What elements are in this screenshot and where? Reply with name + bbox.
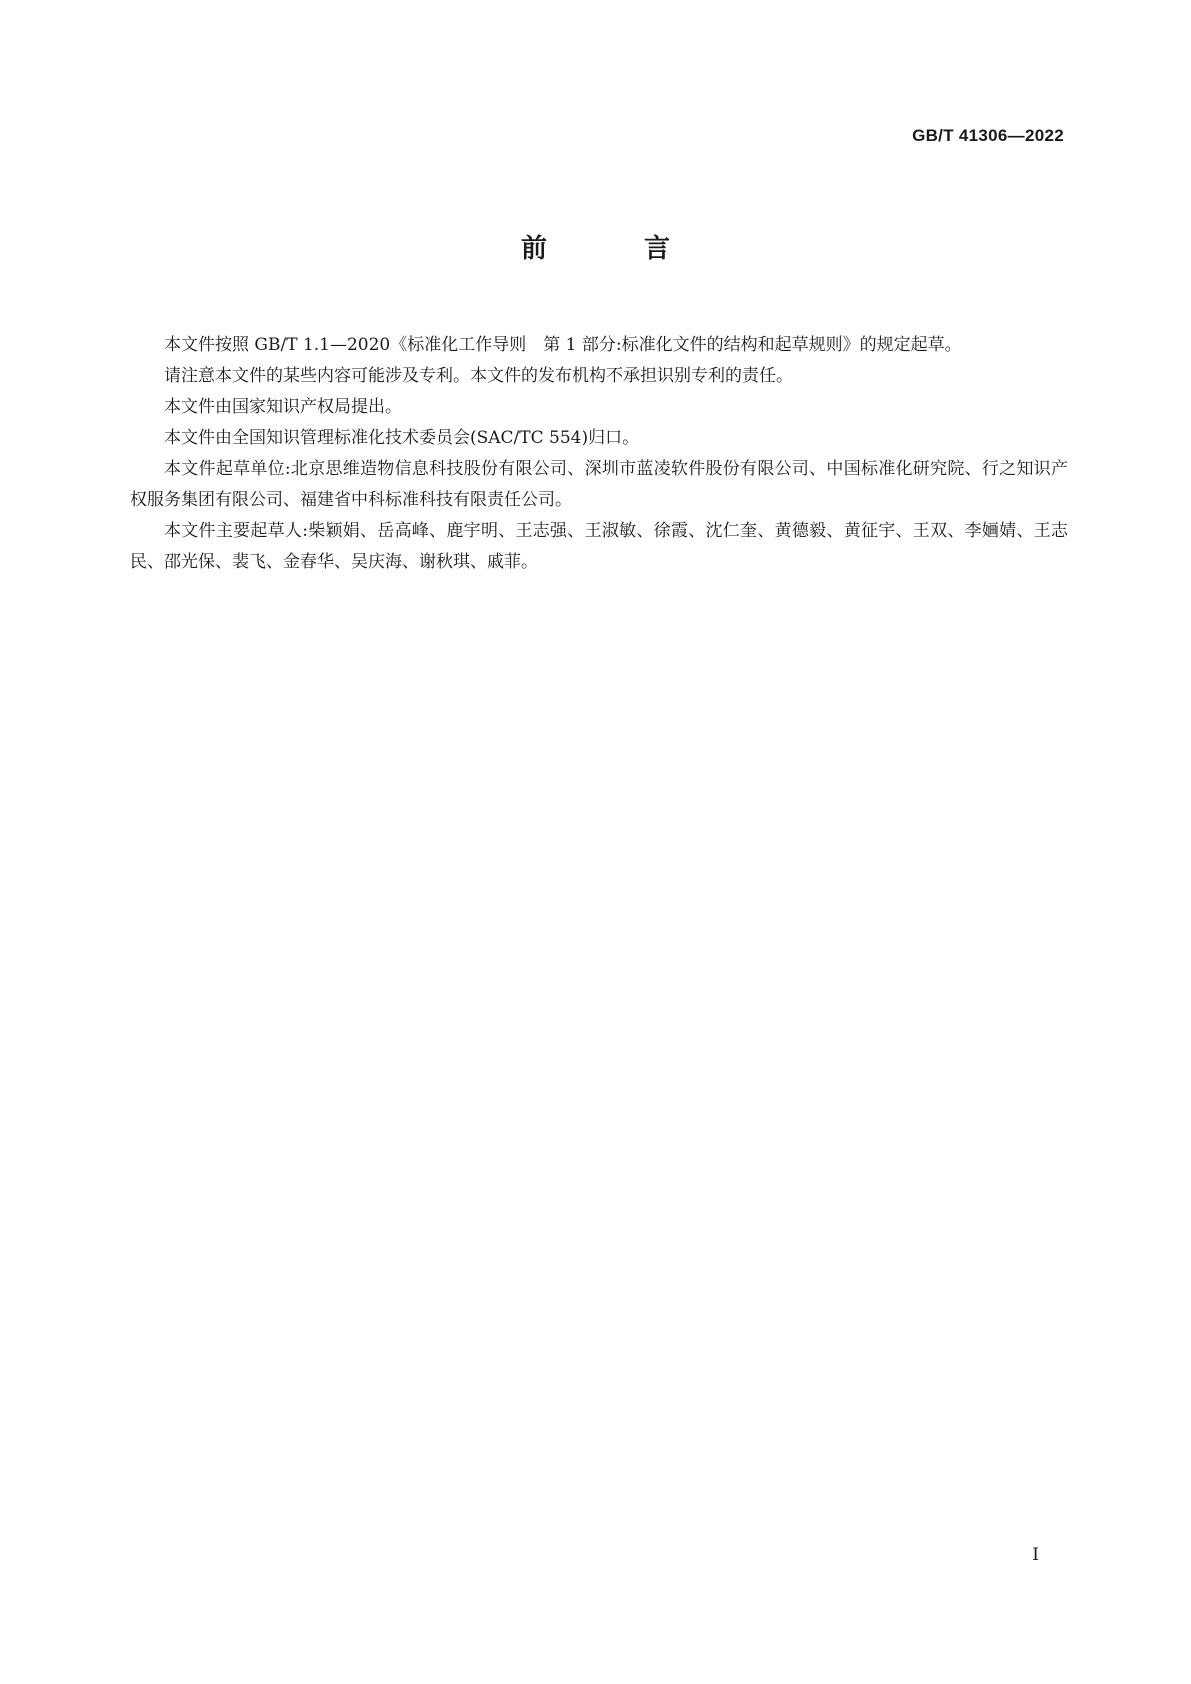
foreword-body: [130, 330, 1068, 578]
paragraph-proposer: 本文件由国家知识产权局提出。: [164, 397, 402, 417]
paragraph-drafting-rules: 本文件按照 GB/T 1.1—2020《标准化工作导则 第 1 部分:标准化文件的结构和起草规则》的规定起草。: [164, 335, 962, 355]
paragraph-technical-committee: 本文件由全国知识管理标准化技术委员会(SAC/TC 554)归口。: [164, 428, 640, 448]
paragraph-drafters: 本文件主要起草人:柴颖娟、岳高峰、鹿宇明、王志强、王淑敏、徐霞、沈仁奎、黄德毅、黄征宇、王双、李婳婧、王志民、邵光保、裴飞、金春华、吴庆海、谢秋琪、戚菲。: [130, 521, 1068, 572]
standard-number: GB/T 41306—2022: [912, 126, 1064, 145]
page-title: 前 言: [520, 234, 715, 264]
paragraph-drafting-organizations: 本文件起草单位:北京思维造物信息科技股份有限公司、深圳市蓝凌软件股份有限公司、中国标准化研究院、行之知识产权服务集团有限公司、福建省中科标准科技有限责任公司。: [130, 459, 1068, 510]
page-number: I: [1032, 1545, 1039, 1565]
paragraph-patent-notice: 请注意本文件的某些内容可能涉及专利。本文件的发布机构不承担识别专利的责任。: [164, 366, 793, 386]
